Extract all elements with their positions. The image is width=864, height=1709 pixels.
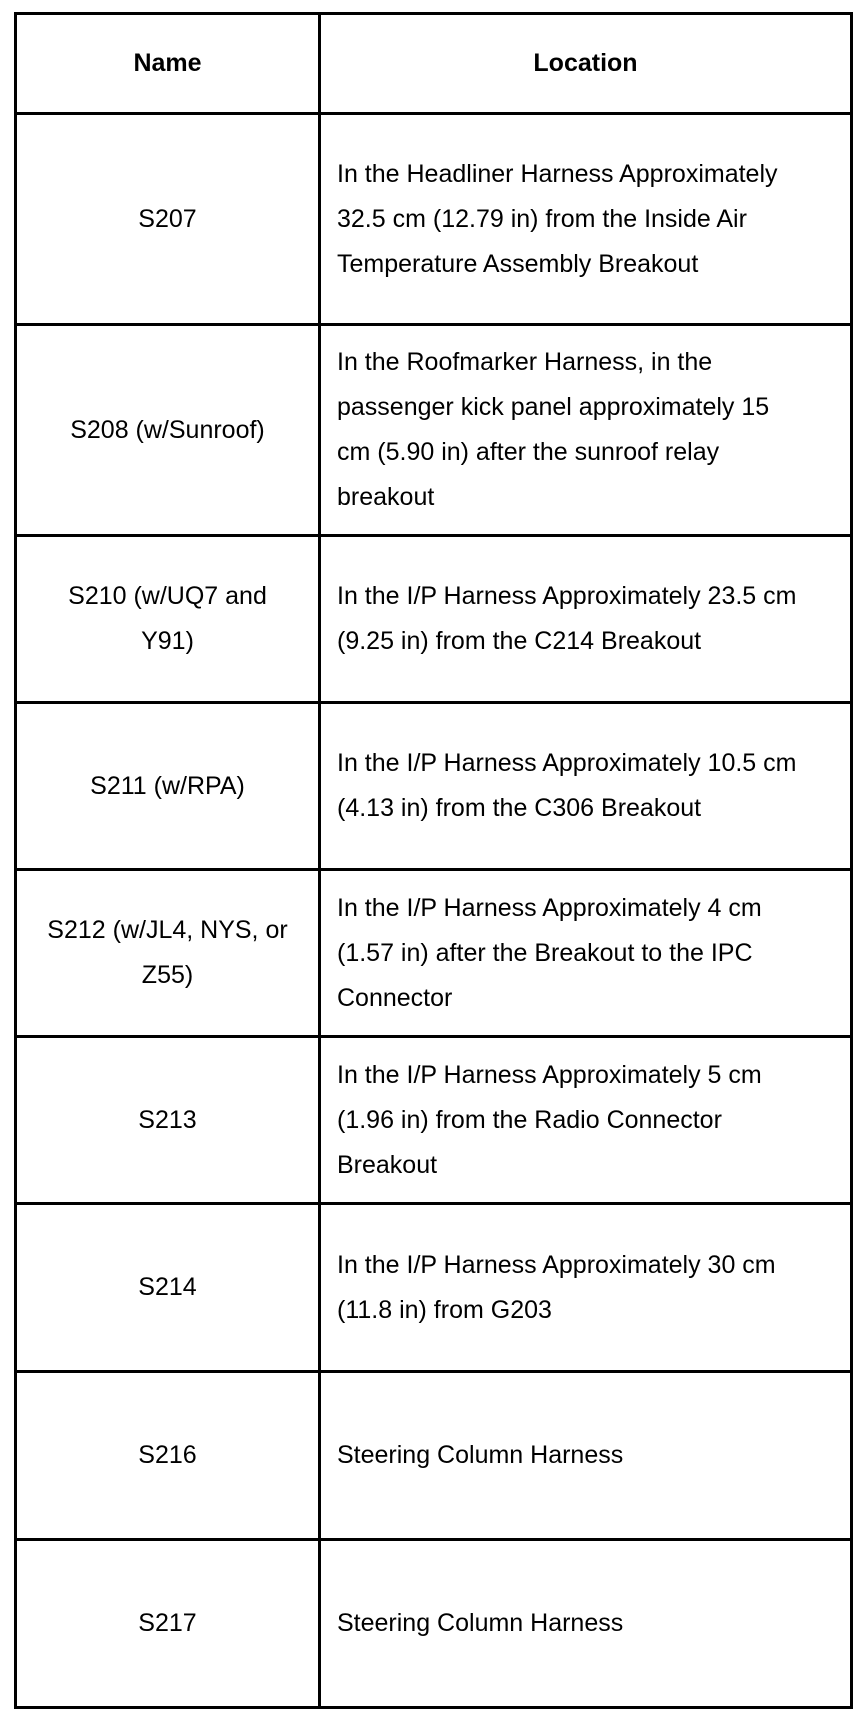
table-row	[16, 870, 852, 1037]
name-cell: S210 (w/UQ7 and Y91)	[16, 536, 320, 703]
table-header-row	[16, 14, 852, 114]
location-cell: In the Headliner Harness Approximately 32.5 cm (12.79 in) from the Inside Air Temperature Assembly Breakout	[320, 114, 852, 325]
table-row	[16, 1204, 852, 1372]
location-cell: In the I/P Harness Approximately 5 cm (1.96 in) from the Radio Connector Breakout	[320, 1037, 852, 1204]
table-row	[16, 536, 852, 703]
header-name: Name	[16, 14, 320, 114]
table-row	[16, 1372, 852, 1540]
name-cell: S216	[16, 1372, 320, 1540]
table-row	[16, 114, 852, 325]
location-cell: In the I/P Harness Approximately 10.5 cm (4.13 in) from the C306 Breakout	[320, 703, 852, 870]
location-cell: In the I/P Harness Approximately 30 cm (11.8 in) from G203	[320, 1204, 852, 1372]
splice-location-table	[14, 12, 853, 1709]
name-cell: S208 (w/Sunroof)	[16, 325, 320, 536]
name-cell: S212 (w/JL4, NYS, or Z55)	[16, 870, 320, 1037]
location-cell: In the I/P Harness Approximately 4 cm (1.57 in) after the Breakout to the IPC Connector	[320, 870, 852, 1037]
name-cell: S213	[16, 1037, 320, 1204]
header-location: Location	[320, 14, 852, 114]
table-row	[16, 1037, 852, 1204]
location-cell: In the Roofmarker Harness, in the passenger kick panel approximately 15 cm (5.90 in) after the sunroof relay breakout	[320, 325, 852, 536]
table-row	[16, 1540, 852, 1708]
name-cell: S207	[16, 114, 320, 325]
location-cell: Steering Column Harness	[320, 1372, 852, 1540]
name-cell: S214	[16, 1204, 320, 1372]
name-cell: S217	[16, 1540, 320, 1708]
name-cell: S211 (w/RPA)	[16, 703, 320, 870]
location-cell: In the I/P Harness Approximately 23.5 cm (9.25 in) from the C214 Breakout	[320, 536, 852, 703]
table-row	[16, 703, 852, 870]
location-cell: Steering Column Harness	[320, 1540, 852, 1708]
table-row	[16, 325, 852, 536]
